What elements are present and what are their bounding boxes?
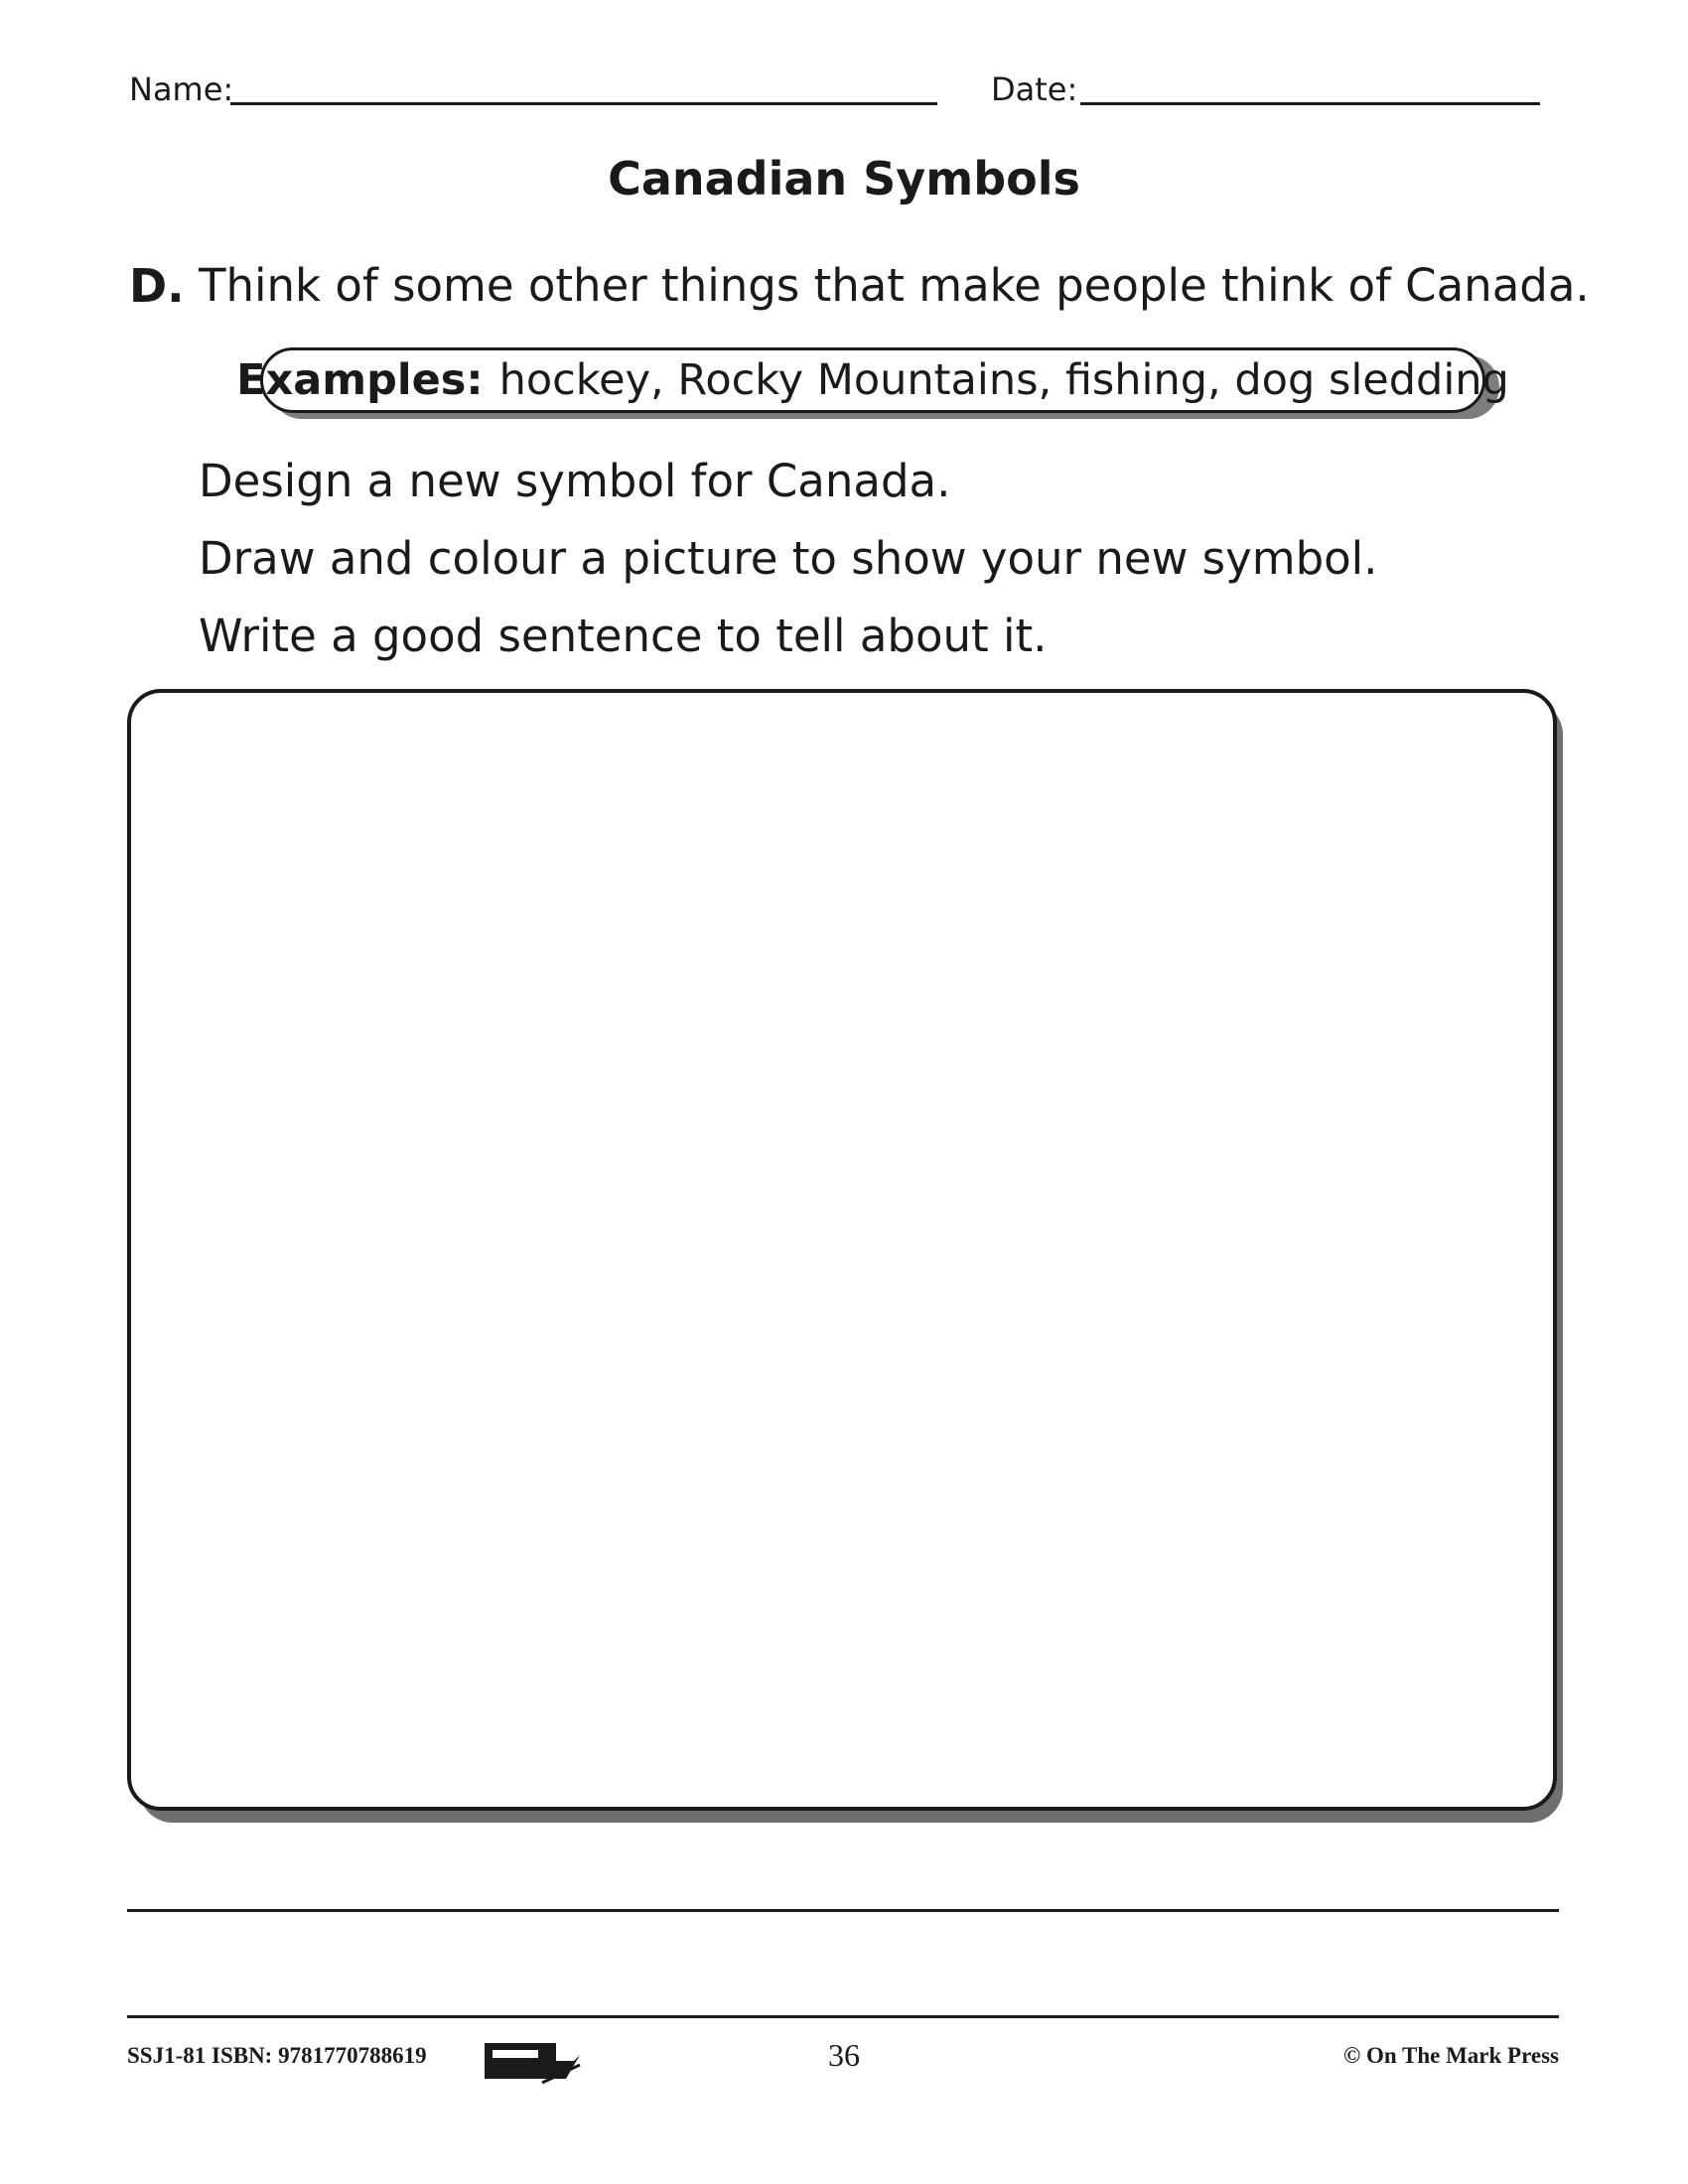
drawing-area[interactable] — [127, 689, 1557, 1811]
on-the-mark-press-logo-icon — [483, 2035, 582, 2085]
examples-items: hockey, Rocky Mountains, fishing, dog sledding — [498, 355, 1509, 405]
name-label: Name: — [129, 70, 234, 108]
page-title: Canadian Symbols — [608, 152, 1080, 205]
examples-pill — [236, 347, 1509, 413]
sentence-writing-line[interactable] — [127, 1909, 1559, 1912]
name-field[interactable] — [230, 102, 937, 105]
instruction-draw: Draw and colour a picture to show your new symbol. — [199, 532, 1378, 585]
examples-label: Examples: — [236, 355, 484, 405]
date-field[interactable] — [1080, 102, 1540, 105]
date-label: Date: — [991, 70, 1078, 108]
footer-copyright: © On The Mark Press — [1343, 2043, 1559, 2068]
instruction-design: Design a new symbol for Canada. — [199, 455, 951, 507]
footer-divider — [127, 2015, 1559, 2018]
instruction-write: Write a good sentence to tell about it. — [199, 610, 1048, 662]
footer-code-isbn: SSJ1-81 ISBN: 9781770788619 — [127, 2043, 427, 2068]
page-number: 36 — [828, 2037, 860, 2073]
question-letter: D. — [129, 259, 185, 313]
question-text: Think of some other things that make people think of Canada. — [199, 259, 1590, 312]
